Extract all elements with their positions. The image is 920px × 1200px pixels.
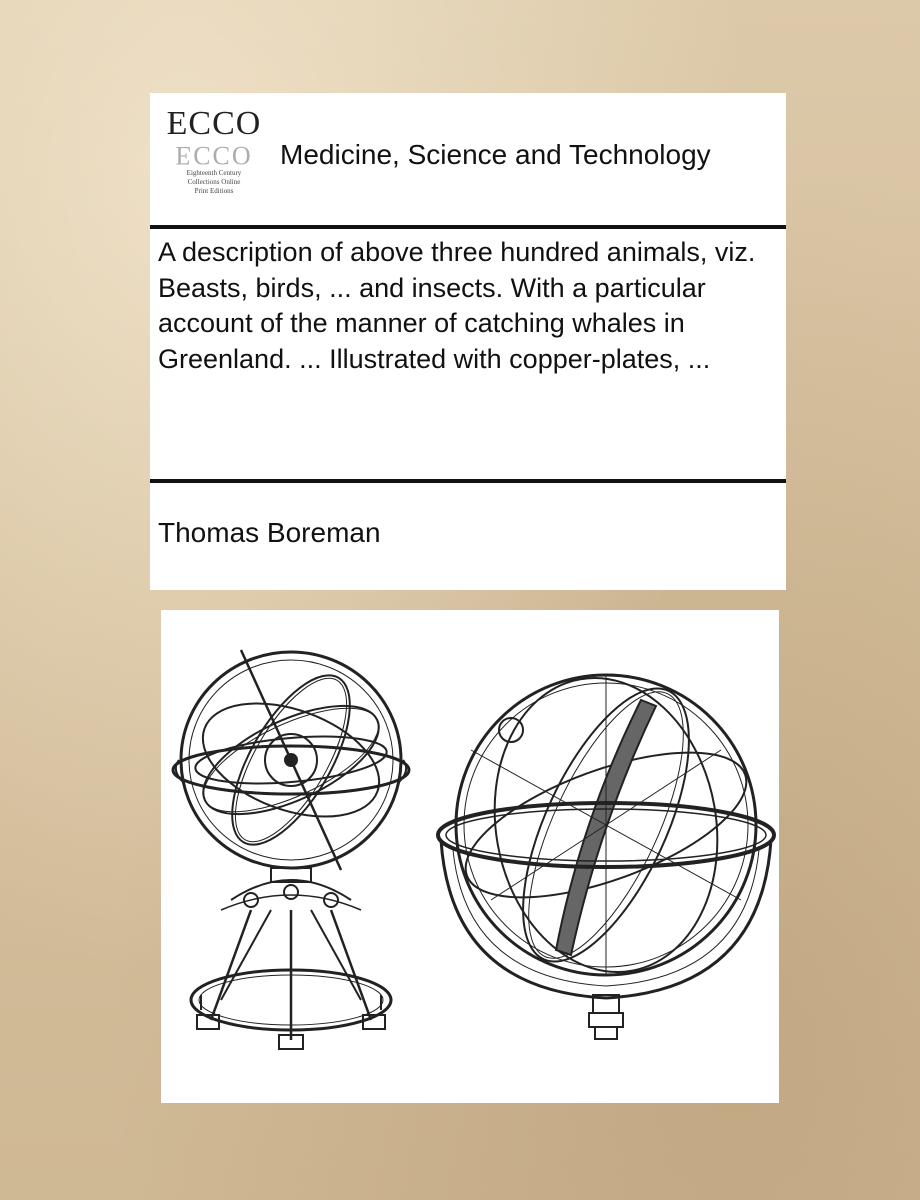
illustration-panel	[161, 610, 779, 1103]
celestial-sphere-icon	[438, 660, 774, 1039]
title-panel	[150, 93, 786, 590]
ecco-logo	[164, 107, 264, 211]
series-title: Medicine, Science and Technology	[280, 139, 711, 170]
illustration	[161, 610, 779, 1103]
book-title: A description of above three hundred animals, viz. Beasts, birds, ... and insects. With a particular account of the manner of catching whales in Greenland. ... Illustrated with copper-plates, ...	[158, 237, 756, 374]
divider-top	[150, 225, 786, 229]
logo-mark-reflection: ECCO	[175, 141, 253, 170]
logo-line-1: Eighteenth Century	[186, 169, 242, 177]
logo-mark: ECCO	[166, 105, 262, 142]
logo-line-2: Collections Online	[187, 178, 241, 186]
author-name: Thomas Boreman	[158, 517, 381, 548]
divider-bottom	[150, 479, 786, 483]
logo-line-3: Print Editions	[194, 187, 234, 195]
armillary-sphere-icon	[173, 650, 409, 1049]
